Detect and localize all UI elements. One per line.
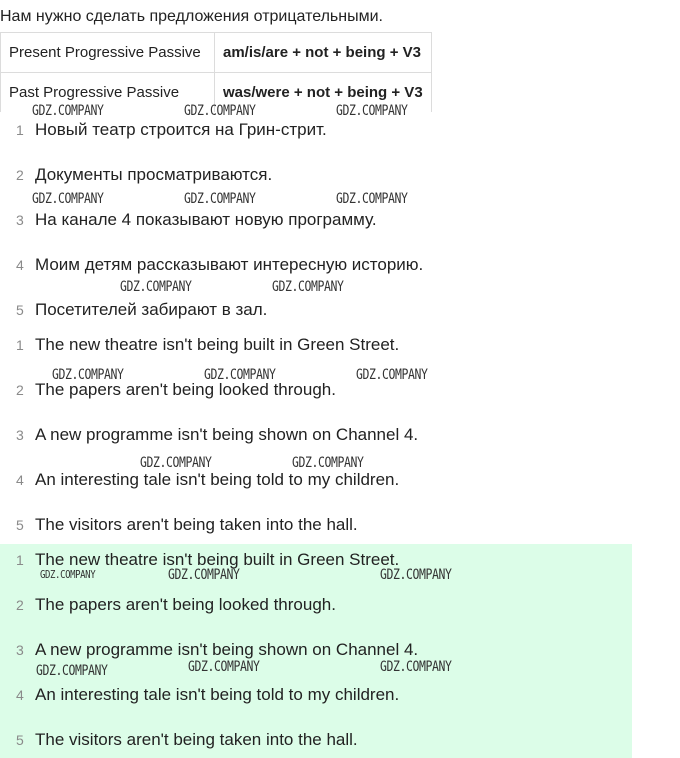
item-text: A new programme isn't being shown on Channel 4.: [35, 640, 419, 659]
rule-name: Present Progressive Passive: [1, 33, 215, 73]
item-text: The visitors aren't being taken into the hall.: [35, 515, 358, 534]
rules-table: [0, 32, 432, 113]
item-number: 3: [16, 427, 24, 443]
item-text: The papers aren't being looked through.: [35, 595, 336, 614]
watermark: GDZ.COMPANY: [184, 103, 256, 119]
watermark: GDZ.COMPANY: [40, 568, 96, 581]
item-number: 5: [16, 517, 24, 533]
item-number: 2: [16, 382, 24, 398]
table-row: [1, 33, 432, 73]
item-number: 4: [16, 687, 24, 703]
item-text: The new theatre isn't being built in Green Street.: [35, 335, 400, 354]
item-text: A new programme isn't being shown on Channel 4.: [35, 425, 419, 444]
watermark: GDZ.COMPANY: [204, 367, 276, 383]
watermark: GDZ.COMPANY: [336, 191, 408, 207]
table-row: [1, 73, 432, 113]
watermark: GDZ.COMPANY: [292, 455, 364, 471]
watermark: GDZ.COMPANY: [32, 103, 104, 119]
item-number: 5: [16, 302, 24, 318]
watermark: GDZ.COMPANY: [32, 191, 104, 207]
item-number: 3: [16, 212, 24, 228]
item-number: 1: [16, 122, 24, 138]
item-text: The visitors aren't being taken into the hall.: [35, 730, 358, 749]
item-text: An interesting tale isn't being told to my children.: [35, 470, 400, 489]
watermark: GDZ.COMPANY: [380, 659, 452, 675]
item-number: 2: [16, 167, 24, 183]
rule-formula: am/is/are + not + being + V3: [215, 33, 432, 73]
watermark: GDZ.COMPANY: [120, 279, 192, 295]
item-number: 4: [16, 472, 24, 488]
rule-formula: was/were + not + being + V3: [215, 73, 432, 113]
watermark: GDZ.COMPANY: [188, 659, 260, 675]
answer-block: [0, 544, 632, 758]
item-number: 5: [16, 732, 24, 748]
item-text: An interesting tale isn't being told to my children.: [35, 685, 400, 704]
watermark: GDZ.COMPANY: [380, 567, 452, 583]
watermark: GDZ.COMPANY: [52, 367, 124, 383]
table-cut-mask: [0, 112, 446, 114]
rule-name: Past Progressive Passive: [1, 73, 215, 113]
watermark: GDZ.COMPANY: [184, 191, 256, 207]
item-number: 2: [16, 597, 24, 613]
item-number: 3: [16, 642, 24, 658]
item-number: 1: [16, 337, 24, 353]
watermark: GDZ.COMPANY: [140, 455, 212, 471]
item-text: Моим детям рассказывают интересную историю.: [35, 255, 424, 274]
task-intro: Нам нужно сделать предложения отрицательными.: [0, 8, 383, 25]
item-text: The new theatre isn't being built in Green Street.: [35, 550, 400, 569]
item-number: 1: [16, 552, 24, 568]
item-text: Новый театр строится на Грин-стрит.: [35, 120, 327, 139]
watermark: GDZ.COMPANY: [168, 567, 240, 583]
item-text: На канале 4 показывают новую программу.: [35, 210, 377, 229]
item-text: The papers aren't being looked through.: [35, 380, 336, 399]
watermark: GDZ.COMPANY: [356, 367, 428, 383]
item-number: 4: [16, 257, 24, 273]
item-text: Посетителей забирают в зал.: [35, 300, 268, 319]
watermark: GDZ.COMPANY: [36, 663, 108, 679]
watermark: GDZ.COMPANY: [336, 103, 408, 119]
watermark: GDZ.COMPANY: [272, 279, 344, 295]
item-text: Документы просматриваются.: [35, 165, 273, 184]
